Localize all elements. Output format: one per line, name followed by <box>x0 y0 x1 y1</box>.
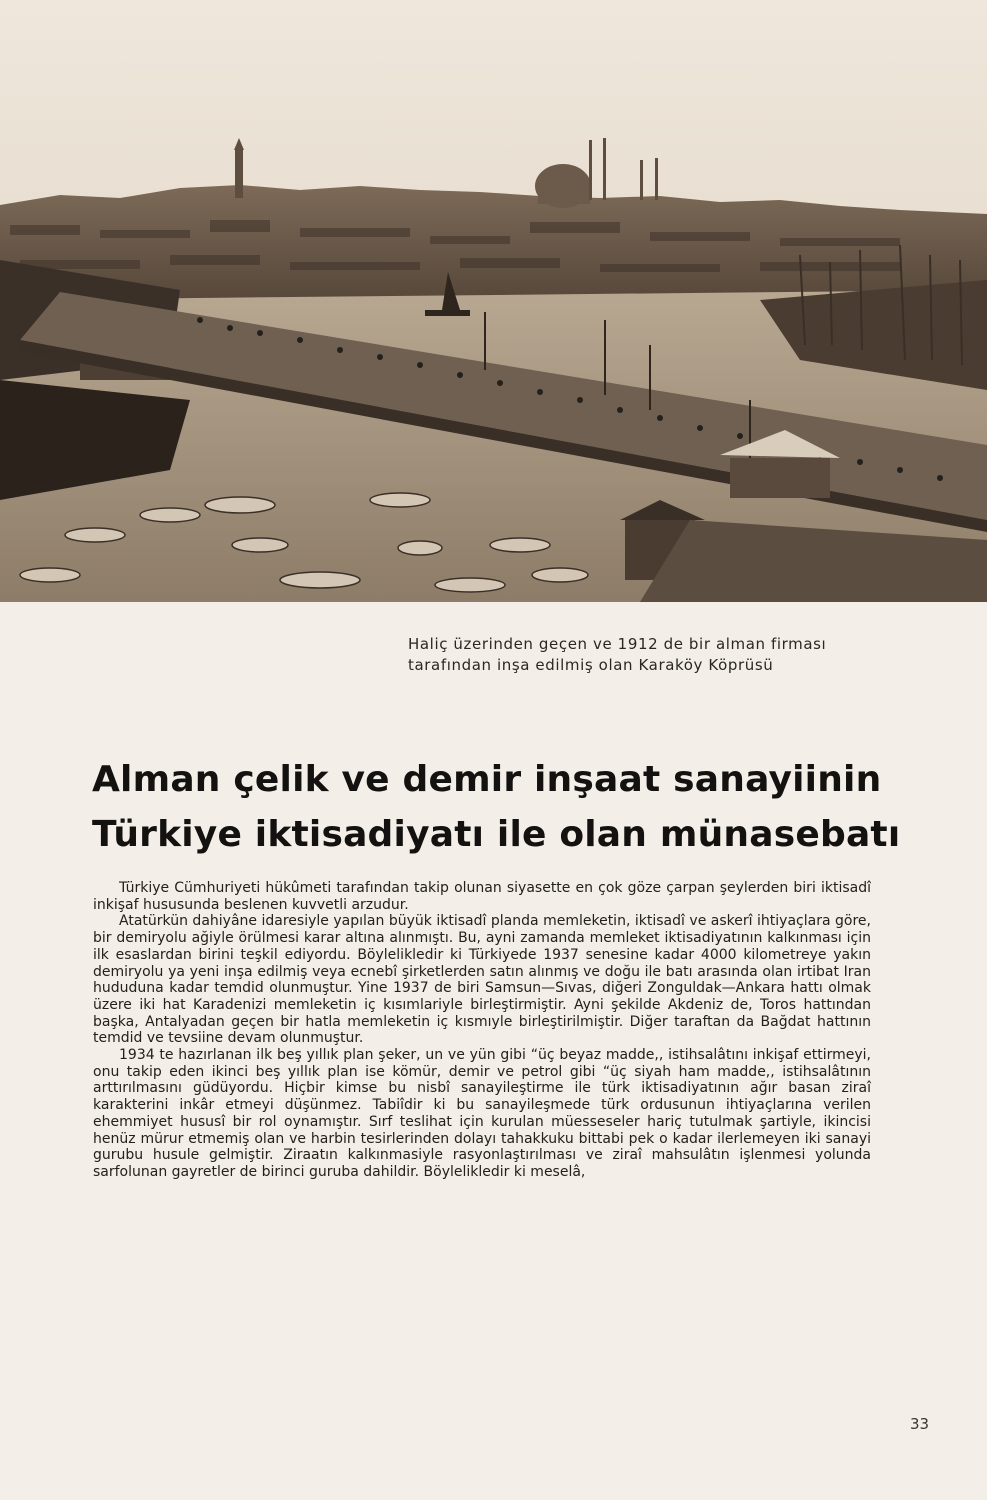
article-title <box>92 752 912 862</box>
paragraph-1: Türkiye Cümhuriyeti hükûmeti tarafından takip olunan siyasette en çok göze çarpan şeylerden biri iktisadî inkişaf hususunda beslenen kuvvetli arzudur. <box>93 880 871 913</box>
title-line-1: Alman çelik ve demir inşaat sanayiinin <box>92 759 882 800</box>
galata-bridge-photo <box>0 0 987 602</box>
photo-caption <box>408 634 878 676</box>
article-body <box>93 880 871 1181</box>
caption-line-2: tarafından inşa edilmiş olan Karaköy Köprüsü <box>408 656 774 674</box>
page-number: 33 <box>910 1415 930 1433</box>
title-line-2: Türkiye iktisadiyatı ile olan münasebatı <box>92 814 901 855</box>
paragraph-3: 1934 te hazırlanan ilk beş yıllık plan şeker, un ve yün gibi “üç beyaz madde,, istihsalâtını inkişaf ettirmeyi, onu takip eden ikinci beş yıllık plan ise kömür, demir ve petrol gibi “üç siyah ham madde,, istihsalâtının arttırılmasını güdüyordu. Hiçbir kimse bu nisbî sanayileştirme ile türk iktisadiyatının ağır basan ziraî karakterini inkâr etmeyi düşünmez. Tabiîdir ki bu sanayileşmede türk ordusunun ihtiyaçlarına verilen ehemmiyet hususî bir rol oynamıştır. Sırf teslihat için kurulan müesseseler hariç tutulmak şartiyle, ikincisi henüz mürur etmemiş olan ve harbin tesirlerinden dolayı tahakkuku bittabi pek o kadar ilerlemeyen iki sanayi gurubu husule gelmiştir. Ziraatın kalkınmasiyle rasyonlaştırılması ve ziraî mahsulâtın işlenmesi yolunda sarfolunan gayretler de birinci guruba dahildir. Böylelikledir ki meselâ, <box>93 1047 871 1180</box>
paragraph-2: Atatürkün dahiyâne idaresiyle yapılan büyük iktisadî planda memleketin, iktisadî ve askerî ihtiyaçlara göre, bir demiryolu ağiyle örülmesi karar altına alınmıştı. Bu, ayni zamanda memleket iktisadiyatının kalkınması için ilk esaslardan birini teşkil ediyordu. Böylelikledir ki Türkiyede 1937 senesine kadar 4000 kilometreye yakın demiryolu ya yeni inşa edilmiş veya ecnebî şirketlerden satın alınmış ve doğu ile batı arasında olan irtibat Iran hududuna kadar temdid olunmuştur. Yine 1937 de biri Samsun—Sıvas, diğeri Zonguldak—Ankara hattı olmak üzere iki hat Karadenizi memleketin iç kısımlariyle birleştirmiştir. Ayni şekilde Akdeniz de, Toros hattından başka, Antalyadan geçen bir hatla memleketin iç kısmıyle birleştirilmiştir. Diğer taraftan da Bağdat hattının temdid ve tevsiine devam olunmuştur. <box>93 913 871 1047</box>
caption-line-1: Haliç üzerinden geçen ve 1912 de bir alman firması <box>408 635 827 653</box>
